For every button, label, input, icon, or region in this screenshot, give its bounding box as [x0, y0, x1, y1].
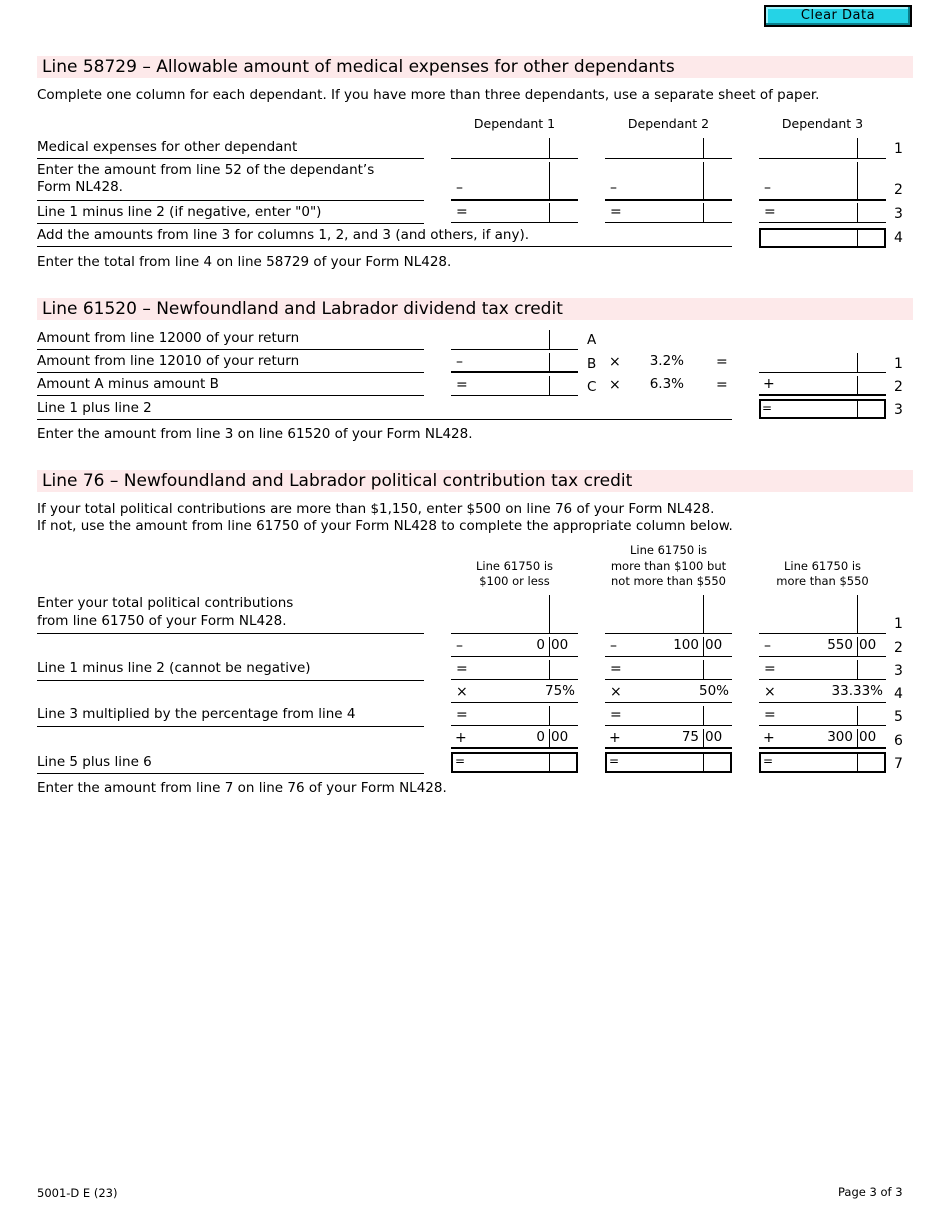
dep3-minus-sign: –: [764, 180, 771, 196]
pc-col1-line2-dollars: 0: [536, 637, 545, 653]
pc-col3-line4-rate: 33.33%: [831, 683, 883, 699]
line-number: 3: [894, 206, 903, 222]
c-equals-sign: =: [456, 377, 468, 393]
line-number: 3: [894, 663, 903, 679]
dividend-line2-field[interactable]: [759, 376, 886, 396]
minus-sign: –: [456, 638, 463, 654]
dep3-line1-field[interactable]: [759, 138, 886, 159]
pc-col3-line1-field[interactable]: [759, 595, 886, 634]
pc-col2-line2-cents: 00: [705, 637, 723, 653]
pc-col2-line3-field[interactable]: [605, 660, 732, 680]
plus-sign: +: [763, 376, 775, 392]
dep2-equals-sign: =: [610, 204, 622, 220]
equals-sign: =: [610, 707, 622, 723]
times-sign: ×: [456, 684, 468, 700]
total-contributions-label-1: Enter your total political contributions: [37, 595, 294, 611]
letter-a: A: [587, 332, 597, 348]
amount-c-field[interactable]: [451, 376, 578, 396]
b-minus-sign: –: [456, 354, 463, 370]
times-sign: ×: [609, 354, 621, 370]
line-number: 2: [894, 182, 903, 198]
amount-b-field[interactable]: [451, 353, 578, 373]
page-number: Page 3 of 3: [838, 1185, 903, 1199]
section-76-header: [37, 470, 913, 492]
line-number: 3: [894, 402, 903, 418]
section-76-footer: Enter the amount from line 7 on line 76 of your Form NL428.: [37, 780, 447, 796]
dep3-equals-sign: =: [764, 204, 776, 220]
col3-header-b: more than $550: [776, 574, 869, 588]
line-number: 7: [894, 756, 903, 772]
pc-col3-line5-field[interactable]: [759, 706, 886, 726]
medical-expenses-label: Medical expenses for other dependant: [37, 139, 298, 155]
dep2-line1-field[interactable]: [605, 138, 732, 159]
total-contributions-label-2: from line 61750 of your Form NL428.: [37, 613, 287, 629]
minus-sign: –: [610, 638, 617, 654]
plus-sign: +: [455, 730, 467, 746]
equals-sign: =: [762, 401, 773, 415]
times-sign: ×: [609, 377, 621, 393]
minus-sign: –: [764, 638, 771, 654]
line-number: 1: [894, 141, 903, 157]
amount-a-field[interactable]: [451, 330, 578, 350]
pc-col2-line2-dollars: 100: [673, 637, 699, 653]
col2-header-a: Line 61750 is: [629, 543, 708, 557]
pc-col2-line6-dollars: 75: [681, 729, 699, 745]
section-76-intro-1: If your total political contributions are more than $1,150, enter $500 on line 76 of your Form NL428.: [37, 501, 715, 517]
pc-col2-line5-field[interactable]: [605, 706, 732, 726]
form-id: 5001-D E (23): [37, 1186, 118, 1200]
dep2-minus-sign: –: [610, 180, 617, 196]
line-52-label-2: Form NL428.: [37, 179, 123, 195]
dep1-line1-field[interactable]: [451, 138, 578, 159]
pc-col3-line6-cents: 00: [859, 729, 877, 745]
dependant-1-header: Dependant 1: [473, 116, 556, 131]
pc-col1-line4-rate: 75%: [544, 683, 575, 699]
line-12000-label: Amount from line 12000 of your return: [37, 330, 300, 346]
line-number: 1: [894, 616, 903, 632]
line-number: 2: [894, 640, 903, 656]
dep1-minus-sign: –: [456, 180, 463, 196]
rate-b: 3.2%: [649, 353, 684, 369]
line3-multiplied-label: Line 3 multiplied by the percentage from line 4: [37, 706, 356, 722]
section-61520-title: Line 61520 – Newfoundland and Labrador dividend tax credit: [42, 299, 563, 319]
line1-plus-line2-label: Line 1 plus line 2: [37, 400, 152, 416]
pc-col2-line4-rate: 50%: [698, 683, 729, 699]
pc-col1-line1-field[interactable]: [451, 595, 578, 634]
line-number: 4: [894, 230, 903, 246]
pc-col3-line6-dollars: 300: [827, 729, 853, 745]
line-number: 2: [894, 379, 903, 395]
pc-col2-line6-cents: 00: [705, 729, 723, 745]
equals-sign: =: [764, 707, 776, 723]
clear-data-button[interactable]: Clear Data: [764, 5, 912, 27]
section-58729-title: Line 58729 – Allowable amount of medical expenses for other dependants: [42, 57, 675, 77]
col2-header-c: not more than $550: [611, 574, 726, 588]
section-76-title: Line 76 – Newfoundland and Labrador political contribution tax credit: [42, 471, 633, 491]
pc-col2-line1-field[interactable]: [605, 595, 732, 634]
pc-col1-line5-field[interactable]: [451, 706, 578, 726]
section-76-intro-2: If not, use the amount from line 61750 of your Form NL428 to complete the appropriate column below.: [37, 518, 733, 534]
col3-header-a: Line 61750 is: [783, 559, 862, 573]
section-61520-footer: Enter the amount from line 3 on line 61520 of your Form NL428.: [37, 426, 473, 442]
section-58729-intro: Complete one column for each dependant. If you have more than three dependants, use a separate sheet of paper.: [37, 87, 820, 103]
section-58729-header: [37, 56, 913, 78]
equals-sign: =: [455, 754, 466, 768]
section-58729-footer: Enter the total from line 4 on line 58729 of your Form NL428.: [37, 254, 452, 270]
dividend-total-field[interactable]: [759, 399, 886, 419]
plus-sign: +: [763, 730, 775, 746]
equals-sign: =: [609, 754, 620, 768]
equals-sign: =: [716, 354, 728, 370]
pc-col1-line2-cents: 00: [551, 637, 569, 653]
letter-c: C: [587, 379, 597, 395]
line-number: 5: [894, 709, 903, 725]
pc-col2-line7-field[interactable]: [605, 752, 732, 773]
pc-col1-line3-field[interactable]: [451, 660, 578, 680]
times-sign: ×: [764, 684, 776, 700]
col1-header-b: $100 or less: [479, 574, 550, 588]
line1-minus-line2-label: Line 1 minus line 2 (cannot be negative): [37, 660, 311, 676]
line-number: 4: [894, 686, 903, 702]
pc-col3-line2-cents: 00: [859, 637, 877, 653]
line-12010-label: Amount from line 12010 of your return: [37, 353, 300, 369]
col2-header-b: more than $100 but: [610, 559, 727, 573]
dep1-equals-sign: =: [456, 204, 468, 220]
pc-col3-line7-field[interactable]: [759, 752, 886, 773]
dependant-3-header: Dependant 3: [781, 116, 864, 131]
a-minus-b-label: Amount A minus amount B: [37, 376, 219, 392]
line-number: 1: [894, 356, 903, 372]
equals-sign: =: [763, 754, 774, 768]
equals-sign: =: [610, 661, 622, 677]
dep1-line3-field[interactable]: [451, 203, 578, 223]
rate-c: 6.3%: [649, 376, 684, 392]
plus-sign: +: [609, 730, 621, 746]
line-52-label-1: Enter the amount from line 52 of the dependant’s: [37, 162, 375, 178]
dep1-line2-field[interactable]: [451, 162, 578, 201]
dep3-line3-field[interactable]: [759, 203, 886, 223]
equals-sign: =: [456, 707, 468, 723]
line-number: 6: [894, 733, 903, 749]
times-sign: ×: [610, 684, 622, 700]
pc-col1-line6-cents: 00: [551, 729, 569, 745]
section-61520-header: [37, 298, 913, 320]
equals-sign: =: [456, 661, 468, 677]
dependant-2-header: Dependant 2: [627, 116, 710, 131]
dividend-line1-field[interactable]: [759, 353, 886, 373]
pc-col3-line2-dollars: 550: [827, 637, 853, 653]
letter-b: B: [587, 356, 597, 372]
equals-sign: =: [716, 377, 728, 393]
pc-col1-line6-dollars: 0: [536, 729, 545, 745]
dep2-line2-field[interactable]: [605, 162, 732, 201]
add-amounts-label: Add the amounts from line 3 for columns 1, 2, and 3 (and others, if any).: [37, 227, 530, 243]
dep2-line3-field[interactable]: [605, 203, 732, 223]
line1-minus-line2-label: Line 1 minus line 2 (if negative, enter "0"): [37, 204, 322, 220]
line4-total-field[interactable]: [759, 228, 886, 248]
dep3-line2-field[interactable]: [759, 162, 886, 201]
pc-col3-line3-field[interactable]: [759, 660, 886, 680]
equals-sign: =: [764, 661, 776, 677]
col1-header-a: Line 61750 is: [475, 559, 554, 573]
pc-col1-line7-field[interactable]: [451, 752, 578, 773]
line5-plus-line6-label: Line 5 plus line 6: [37, 754, 152, 770]
